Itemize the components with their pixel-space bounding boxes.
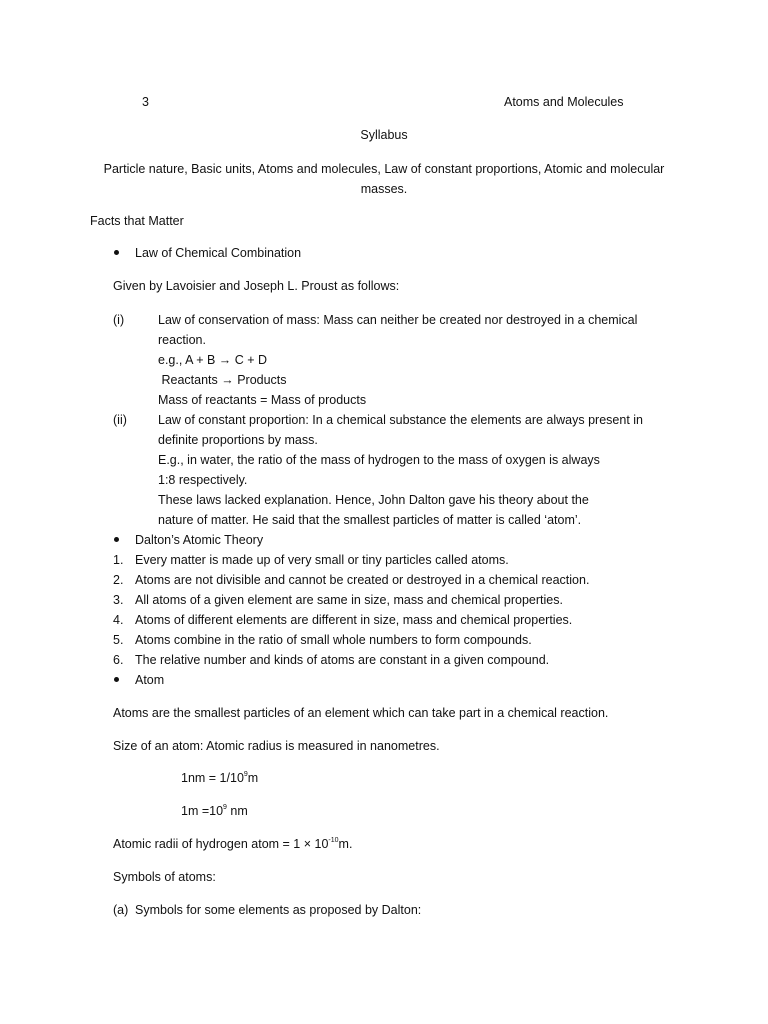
law-item-line: reaction. (158, 333, 206, 347)
law-bullet-title: Law of Chemical Combination (135, 246, 302, 260)
law-item-line: e.g., A + B → C + D (158, 353, 268, 367)
law-item-marker: (ii) (113, 413, 127, 427)
dalton-point-number: 5. (113, 633, 124, 647)
symbols-heading: Symbols of atoms: (113, 870, 216, 884)
law-item-line: E.g., in water, the ratio of the mass of hydrogen to the mass of oxygen is always (158, 453, 600, 467)
dalton-point-text: All atoms of a given element are same in size, mass and chemical properties. (135, 593, 563, 607)
law-item-line: 1:8 respectively. (158, 473, 248, 487)
dalton-point-number: 4. (113, 613, 124, 627)
chapter-number: 3 (142, 95, 149, 109)
syllabus-topics-line1: Particle nature, Basic units, Atoms and molecules, Law of constant proportions, Atomic and molecular (103, 162, 665, 176)
dalton-point-number: 6. (113, 653, 124, 667)
bullet-dot-icon (114, 537, 119, 542)
law-item-marker: (i) (113, 313, 125, 327)
metre-equation: $1m =10^9$ nm (181, 803, 248, 818)
dalton-point-text: Every matter is made up of very small or tiny particles called atoms. (135, 553, 509, 567)
law-item-line: nature of matter. He said that the smallest particles of matter is called ‘atom’. (158, 513, 582, 527)
dalton-point-text: The relative number and kinds of atoms are constant in a given compound. (135, 653, 550, 667)
atom-bullet-title: Atom (135, 673, 165, 687)
law-item-line: Law of constant proportion: In a chemical substance the elements are always present in (158, 413, 643, 427)
symbols-sub-marker: (a) (113, 903, 129, 917)
law-item-line: Reactants → Products (158, 373, 287, 387)
atom-size-text: Size of an atom: Atomic radius is measured in nanometres. (113, 739, 440, 753)
dalton-bullet-title: Dalton’s Atomic Theory (135, 533, 264, 547)
dalton-point-text: Atoms are not divisible and cannot be created or destroyed in a chemical reaction. (135, 573, 590, 587)
atom-definition: Atoms are the smallest particles of an element which can take part in a chemical reaction. (113, 706, 609, 720)
bullet-dot-icon (114, 250, 119, 255)
chapter-title: Atoms and Molecules (504, 95, 624, 109)
symbols-sub-text: Symbols for some elements as proposed by Dalton: (135, 903, 422, 917)
law-item-line: Law of conservation of mass: Mass can neither be created nor destroyed in a chemical (158, 313, 638, 327)
law-item-line: definite proportions by mass. (158, 433, 318, 447)
facts-heading: Facts that Matter (90, 214, 184, 228)
law-intro: Given by Lavoisier and Joseph L. Proust as follows: (113, 279, 400, 293)
law-item-line: Mass of reactants = Mass of products (158, 393, 367, 407)
syllabus-heading: Syllabus (360, 128, 408, 142)
law-item-line: These laws lacked explanation. Hence, John Dalton gave his theory about the (158, 493, 589, 507)
syllabus-topics-line2: masses. (360, 182, 408, 196)
bullet-dot-icon (114, 677, 119, 682)
nanometre-equation: $1nm = 1/10^9m$ (181, 770, 259, 785)
dalton-point-text: Atoms combine in the ratio of small whole numbers to form compounds. (135, 633, 532, 647)
dalton-point-number: 3. (113, 593, 124, 607)
dalton-point-number: 2. (113, 573, 124, 587)
dalton-point-number: 1. (113, 553, 124, 567)
dalton-point-text: Atoms of different elements are different in size, mass and chemical properties. (135, 613, 573, 627)
hydrogen-radius: Atomic radii of hydrogen atom = $1 \times 10^{-10}m$. (113, 836, 353, 851)
